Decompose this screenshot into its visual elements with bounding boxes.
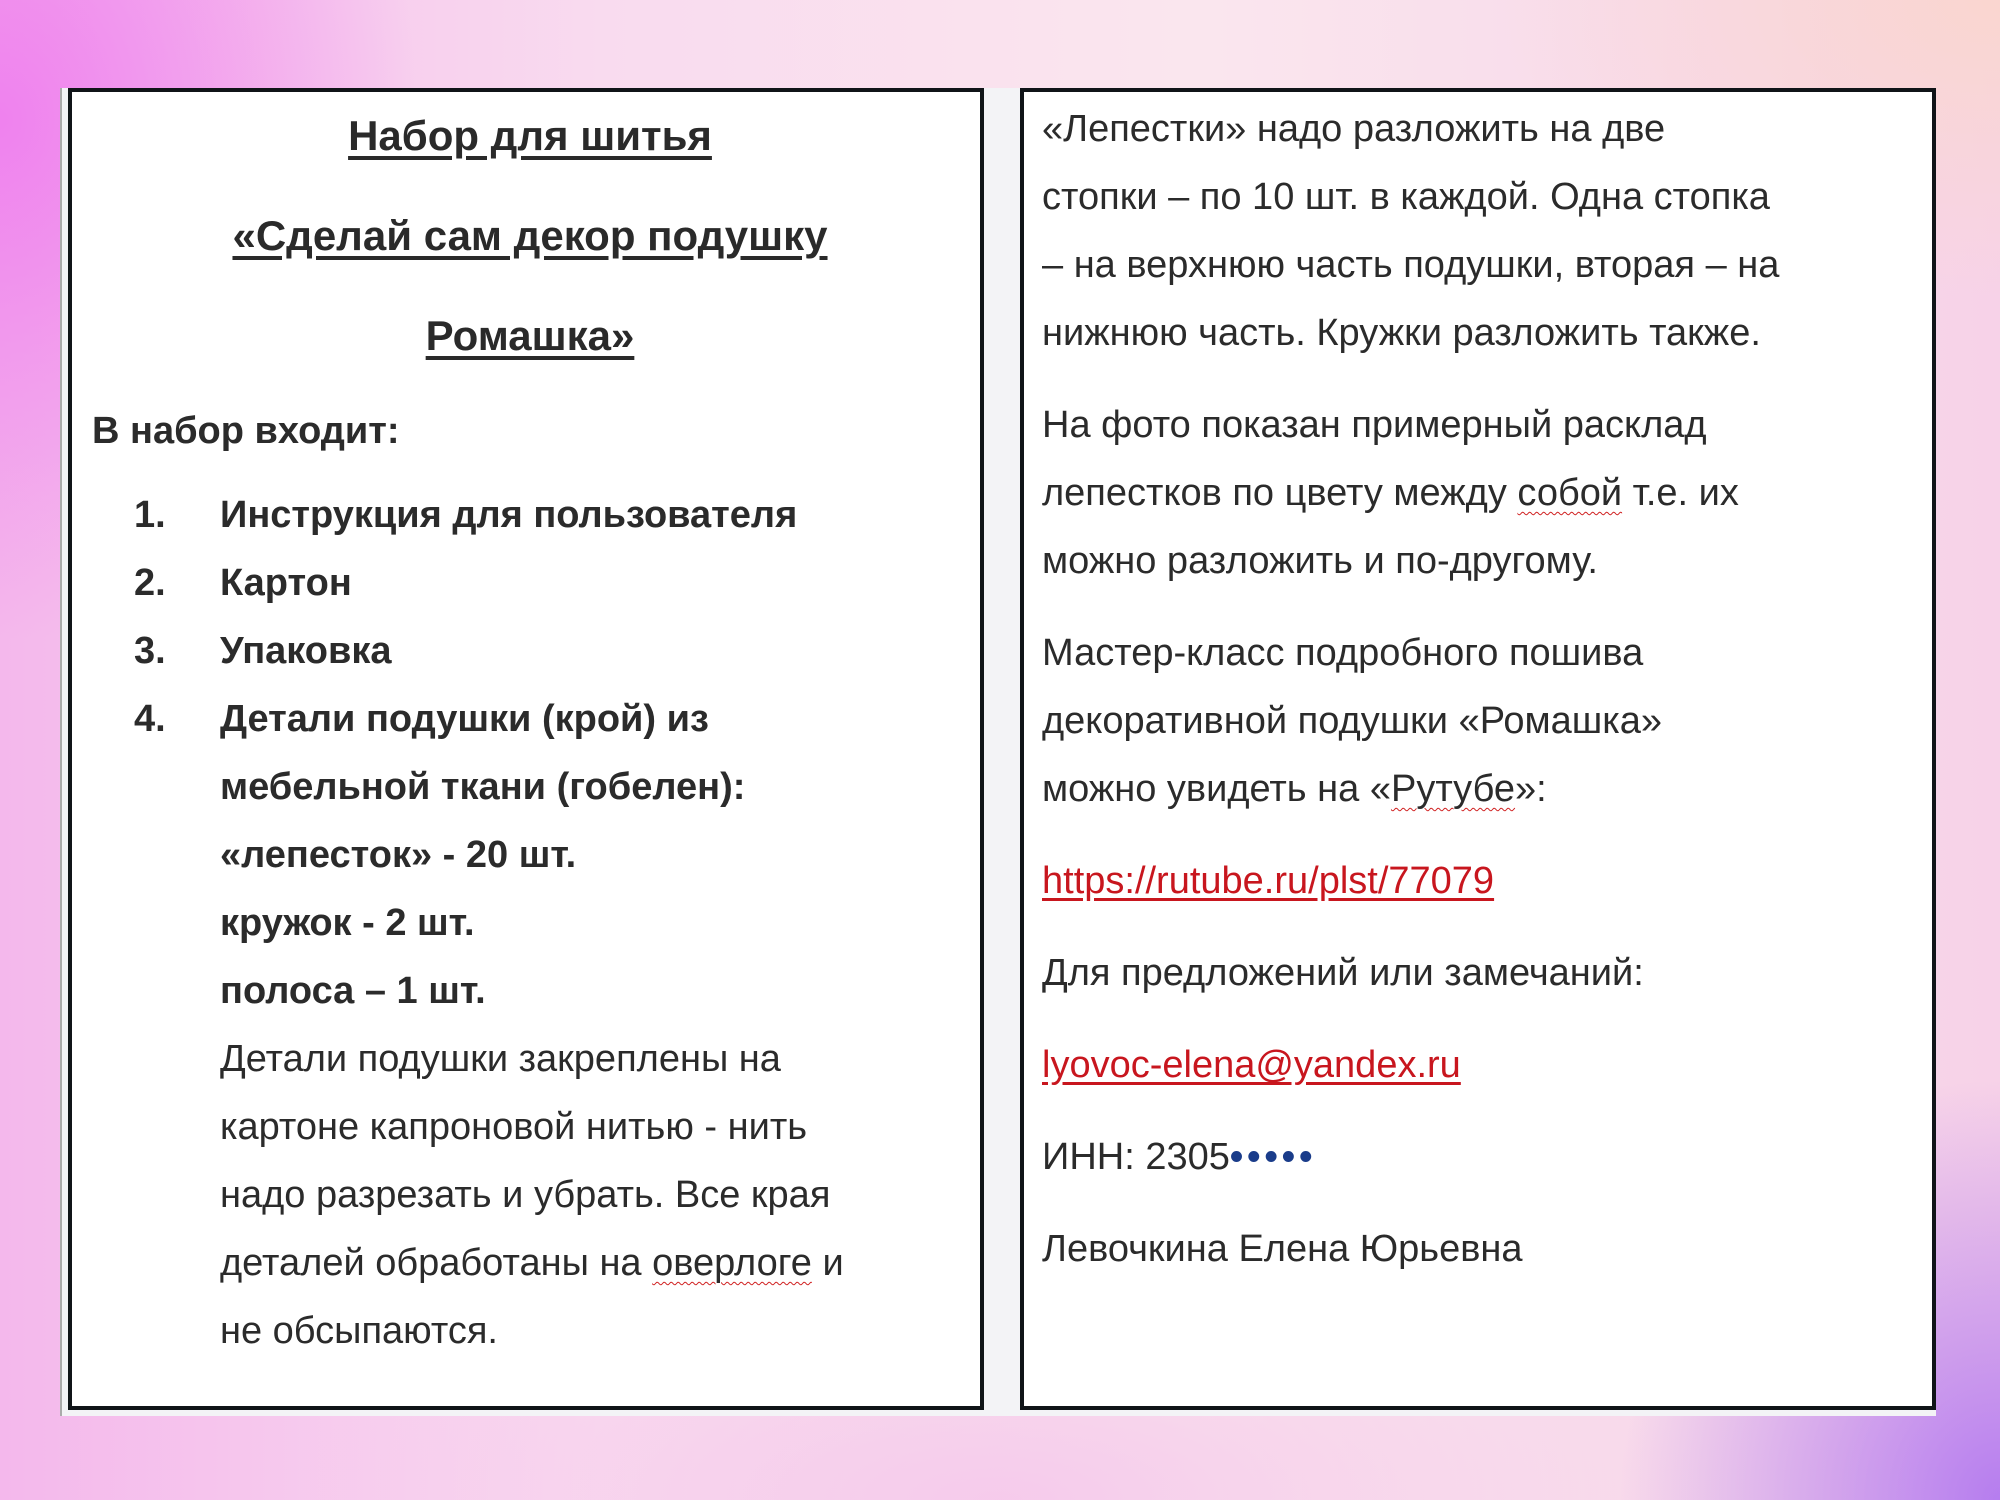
list-number: 2. (134, 562, 166, 604)
paragraph-line: декоративной подушки «Ромашка» (1042, 700, 1663, 742)
spellcheck-word: собой (1517, 472, 1623, 514)
note-line: Детали подушки закреплены на (220, 1038, 781, 1080)
inn-masked-digits: ••••• (1229, 1136, 1317, 1178)
right-panel (1020, 88, 1936, 1410)
includes-label: В набор входит: (92, 410, 400, 452)
paragraph-text: лепестков по цвету между (1042, 472, 1518, 514)
document-sheet (60, 88, 1936, 1416)
item4-continuation: мебельной ткани (гобелен): (220, 766, 746, 808)
paragraph-line: нижнюю часть. Кружки разложить также. (1042, 312, 1761, 354)
paragraph-line: стопки – по 10 шт. в каждой. Одна стопка (1042, 176, 1770, 218)
paragraph-line: Мастер-класс подробного пошива (1042, 632, 1644, 674)
spellcheck-word: Рутубе (1390, 768, 1516, 810)
note-text: деталей обработаны на (220, 1242, 653, 1284)
paragraph-line: – на верхнюю часть подушки, вторая – на (1042, 244, 1780, 286)
author-name: Левочкина Елена Юрьевна (1042, 1228, 1523, 1270)
list-number: 4. (134, 698, 166, 740)
spellcheck-word: оверлоге (652, 1242, 812, 1284)
list-number: 1. (134, 494, 166, 536)
paragraph-text: т.е. их (1622, 472, 1739, 514)
inn-label: ИНН: 2305 (1042, 1136, 1230, 1178)
inn-line (1042, 1136, 1316, 1179)
paragraph-line: «Лепестки» надо разложить на две (1042, 108, 1666, 150)
note-line: не обсыпаются. (220, 1310, 498, 1352)
paragraph-line: На фото показан примерный расклад (1042, 404, 1707, 446)
item4-continuation: кружок - 2 шт. (220, 902, 475, 944)
left-panel (68, 88, 984, 1410)
item4-continuation: «лепесток» - 20 шт. (220, 834, 577, 876)
title-line-1: Набор для шитья (348, 112, 712, 159)
paragraph-line: можно разложить и по-другому. (1042, 540, 1598, 582)
email-line (1042, 1044, 1461, 1087)
feedback-label: Для предложений или замечаний: (1042, 952, 1644, 994)
email-link[interactable]: lyovoc-elena@yandex.ru (1042, 1044, 1461, 1086)
rutube-link-line (1042, 860, 1494, 903)
paragraph-text: »: (1515, 768, 1547, 810)
note-line: картоне капроновой нитью - нить (220, 1106, 808, 1148)
paragraph-text: можно увидеть на « (1042, 768, 1391, 810)
note-line: надо разрезать и убрать. Все края (220, 1174, 831, 1216)
title-line-2: «Сделай сам декор подушку (232, 212, 828, 259)
list-text: Картон (220, 562, 352, 604)
list-text: Детали подушки (крой) из (220, 698, 709, 740)
title-line-3: Ромашка» (425, 312, 635, 359)
list-number: 3. (134, 630, 166, 672)
rutube-link[interactable]: https://rutube.ru/plst/77079 (1042, 860, 1495, 902)
paragraph-line (1042, 472, 1739, 515)
list-text: Упаковка (220, 630, 392, 672)
paragraph-line (1042, 768, 1547, 811)
item4-continuation: полоса – 1 шт. (220, 970, 486, 1012)
note-line (220, 1242, 844, 1285)
note-text: и (811, 1242, 844, 1284)
list-text: Инструкция для пользователя (220, 494, 798, 536)
